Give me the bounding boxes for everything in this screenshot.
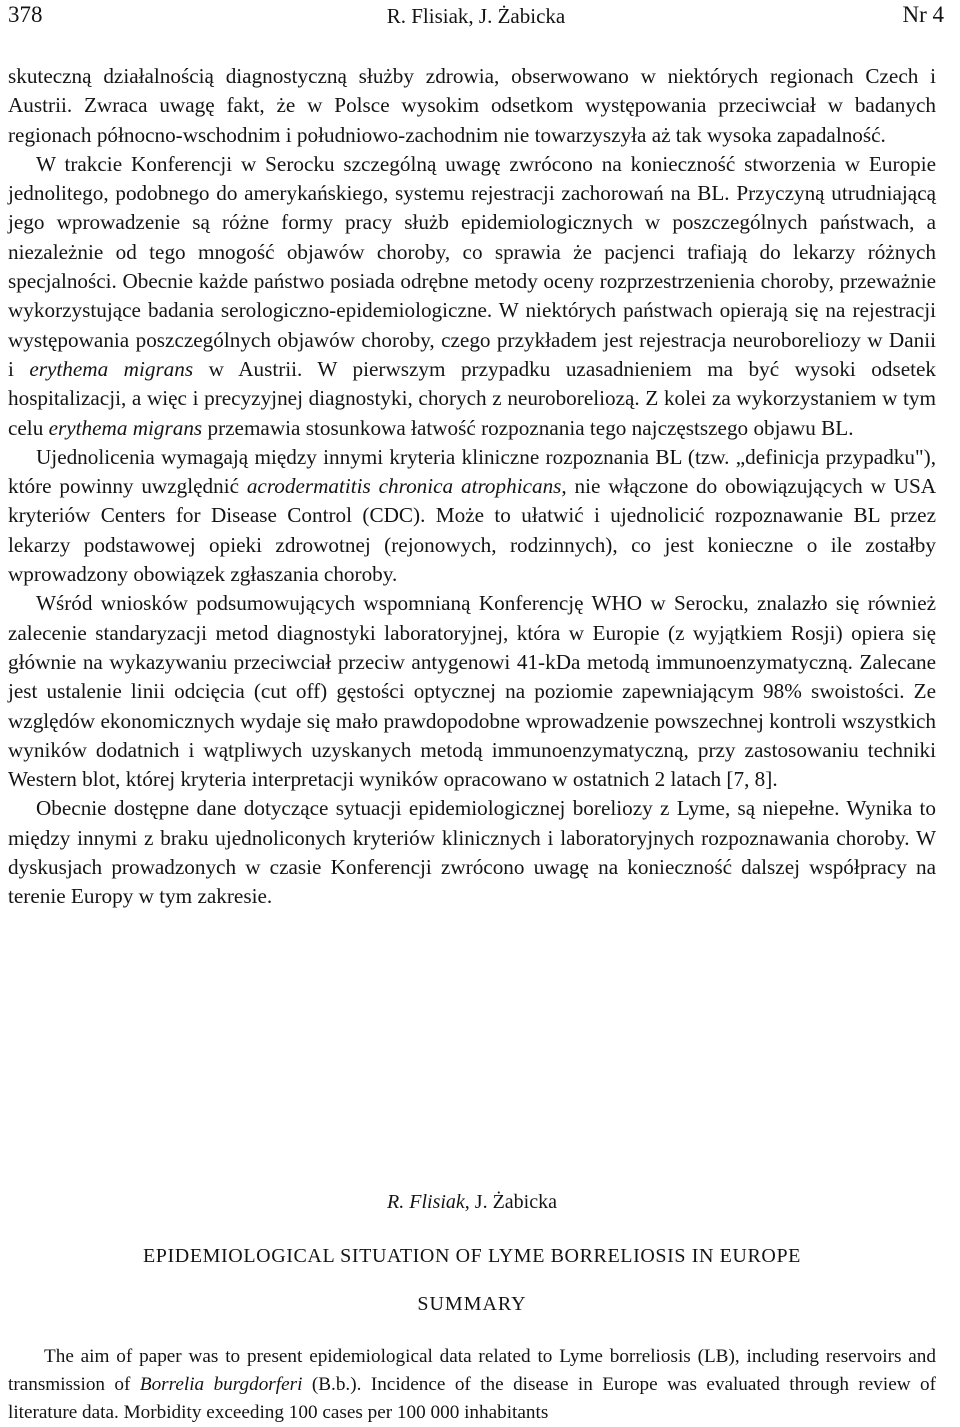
summary-authors xyxy=(8,1191,936,1214)
paragraph-4 xyxy=(8,589,936,794)
paragraph-5-text: Obecnie dostępne dane dotyczące sytuacji epidemiologicznej boreliozy z Lyme, są niepełne. Wynika to między innymi z braku ujednoliconych kryteriów klinicznych i laboratoryjnych rozpoznawania choroby. W dyskusjach prowadzonych w czasie Konferencji zwrócono uwagę na konieczność dalszej współpracy na terenie Europy w tym zakresie. xyxy=(8,796,936,909)
summary-authors-italic: R. Flisiak xyxy=(387,1191,465,1213)
italic-term-erythema-2: erythema migrans xyxy=(48,415,203,440)
summary-authors-tail: , J. Żabicka xyxy=(464,1191,557,1213)
summary-title: EPIDEMIOLOGICAL SITUATION OF LYME BORRELIOSIS IN EUROPE xyxy=(142,1245,802,1267)
paragraph-3-text-b: , nie włączone do obowiązujących w USA kryteriów Centers for Disease Control (CDC). Może to ułatwić i ujednolicić rozpoznawanie BL przez lekarzy podstawowej opieki zdrowotnej (rejonowych, rodzinnych), co jest konieczne o ile zostałby wprowadzony obowiązek zgłaszania choroby. xyxy=(8,474,937,587)
summary-text xyxy=(8,1343,936,1427)
issue-number: Nr 4 xyxy=(902,2,944,27)
paragraph-3 xyxy=(8,443,936,589)
paragraph-3-text-a: Ujednolicenia wymagają między innymi kryteria kliniczne rozpoznania BL (tzw. „definicja przypadku"), które powinny uwzględnić xyxy=(8,444,936,499)
article-body xyxy=(8,62,936,912)
page-number: 378 xyxy=(8,2,43,27)
paragraph-5 xyxy=(8,794,936,911)
italic-term-acrodermatitis: acrodermatitis chronica atrophicans xyxy=(246,474,562,499)
running-header xyxy=(8,2,944,36)
paragraph-2-text-a: W trakcie Konferencji w Serocku szczególną uwagę zwrócono na konieczność stworzenia w Europie jednolitego, podobnego do amerykańskiego, systemu rejestracji zachorowań na BL. Przyczyną utrudniającą jego wprowadzenie są różne formy pracy służb epidemiologicznych w poszczególnych państwach, a niezależnie od tego mnogość objawów choroby, co sprawia że pacjenci trafiają do lekarzy różnych specjalności. Obecnie każde państwo posiada odrębne metody oceny rozprzestrzenienia choroby, przeważnie wykorzystujące badania serologiczno-epidemiologiczne. W niektórych państwach opierają się na rejestracji występowania poszczególnych objawów choroby, czego przykładem jest rejestracja neuroboreliozy w Danii i xyxy=(8,151,936,381)
summary-heading: SUMMARY xyxy=(417,1293,527,1315)
paragraph-2-text-b: w Austrii. W pierwszym przypadku uzasadnieniem ma być wysoki odsetek hospitalizacji, a więc i precyzyjnej diagnostyki, chorych z neuroboreliozą. Z kolei za wykorzystaniem w tym celu xyxy=(8,356,936,440)
paragraph-1-text: skuteczną działalnością diagnostyczną służby zdrowia, obserwowano w niektórych regionach Czech i Austrii. Zwraca uwagę fakt, że w Polsce wysokim odsetkom występowania przeciwciał w badanych regionach północno-wschodnim i południowo-zachodnim nie towarzyszyła aż tak wysoka zapadalność. xyxy=(8,64,936,147)
paragraph-1 xyxy=(8,62,936,150)
summary-text-b: (B.b.). Incidence of the disease in Europe was evaluated through review of literature data. Morbidity exceeding 100 cases per 100 000 inhabitants xyxy=(8,1374,936,1423)
summary-text-a: The aim of paper was to present epidemiological data related to Lyme borreliosis (LB), including reservoirs and transmission of xyxy=(8,1346,936,1395)
paragraph-4-text: Wśród wniosków podsumowujących wspomnianą Konferencję WHO w Serocku, znalazło się również zalecenie standaryzacji metod diagnostyki laboratoryjnej, która w Europie (z wyjątkiem Rosji) opiera się głównie na wykazywaniu przeciwciał przeciw antygenowi 41-kDa metodą immunoenzymatyczną. Zalecane jest ustalenie linii odcięcia (cut off) gęstości optycznej na poziomie zapewniającym 98% swoistości. Ze względów ekonomicznych wydaje się mało prawdopodobne wprowadzenie powszechnej kontroli wszystkich wyników dodatnich i wątpliwych uzyskanych metodą immunoenzymatyczną, przy zastosowaniu techniki Western blot, której kryteria interpretacji wyników opracowano w ostatnich 2 latach [7, 8]. xyxy=(8,591,936,792)
paragraph-2-text-c: przemawia stosunkowa łatwość rozpoznania tego najczęstszego objawu BL. xyxy=(207,415,854,440)
italic-term-erythema-1: erythema migrans xyxy=(29,356,194,381)
italic-term-borrelia: Borrelia burgdorferi xyxy=(139,1374,303,1395)
header-authors: R. Flisiak, J. Żabicka xyxy=(386,4,566,28)
paragraph-2 xyxy=(8,150,936,443)
